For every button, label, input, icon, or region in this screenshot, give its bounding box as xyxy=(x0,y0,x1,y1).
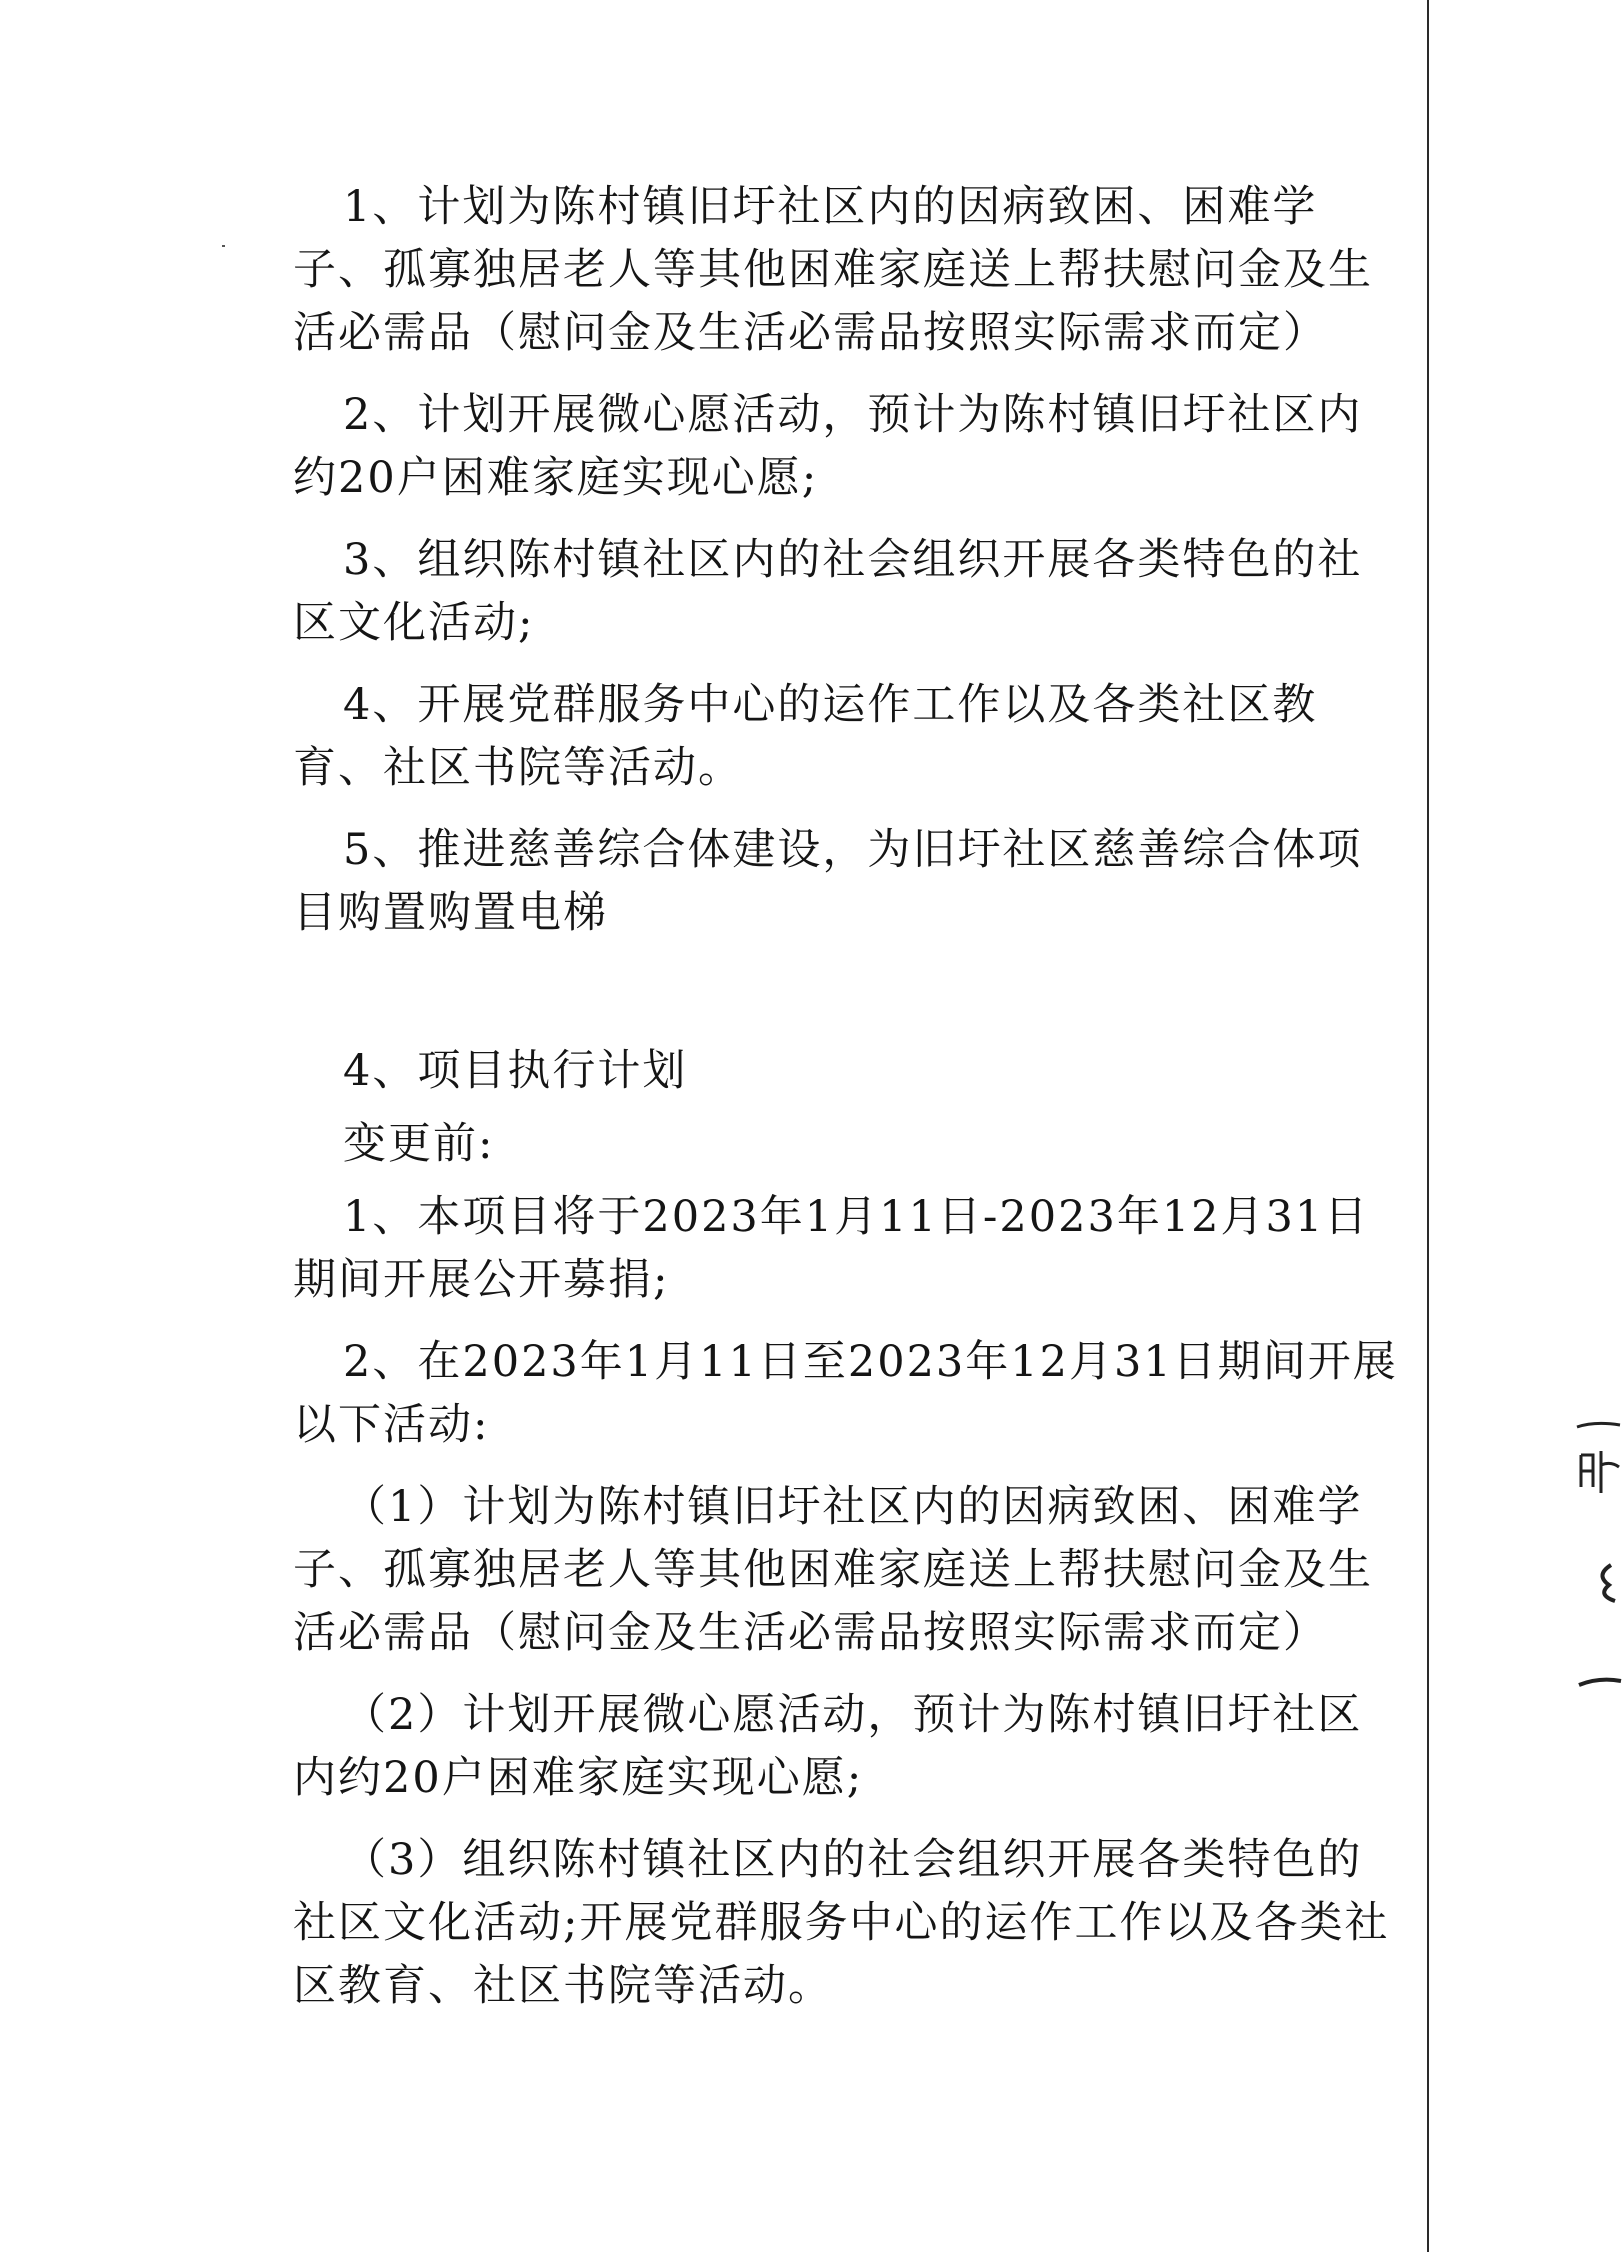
paragraph-plan-item-2: 2、计划开展微心愿活动，预计为陈村镇旧圩社区内约20户困难家庭实现心愿; xyxy=(293,390,1363,503)
paragraph-execution-2: 2、在2023年1月11日至2023年12月31日期间开展以下活动: xyxy=(293,1337,1398,1450)
paragraph-execution-1: 1、本项目将于2023年1月11日-2023年12月31日期间开展公开募捐; xyxy=(293,1192,1370,1305)
paragraph-activity-2: （2）计划开展微心愿活动，预计为陈村镇旧圩社区内约20户困难家庭实现心愿; xyxy=(293,1690,1363,1803)
document-body xyxy=(293,176,1403,2037)
section-heading: 4、项目执行计划 xyxy=(343,1046,688,1096)
paragraph-plan-item-5: 5、推进慈善综合体建设，为旧圩社区慈善综合体项目购置购置电梯 xyxy=(293,825,1363,938)
paragraph-plan-item-3: 3、组织陈村镇社区内的社会组织开展各类特色的社区文化活动; xyxy=(293,535,1363,648)
seal-fragment xyxy=(1575,1415,1622,1695)
paragraph-plan-item-1: 1、计划为陈村镇旧圩社区内的因病致困、困难学子、孤寡独居老人等其他困难家庭送上帮扶慰问金及生活必需品（慰问金及生活必需品按照实际需求而定） xyxy=(293,182,1373,358)
paragraph-plan-item-4: 4、开展党群服务中心的运作工作以及各类社区教育、社区书院等活动。 xyxy=(293,680,1318,793)
paragraph-activity-1: （1）计划为陈村镇旧圩社区内的因病致困、困难学子、孤寡独居老人等其他困难家庭送上帮扶慰问金及生活必需品（慰问金及生活必需品按照实际需求而定） xyxy=(293,1482,1373,1658)
scan-speck xyxy=(222,245,225,247)
paragraph-activity-3: （3）组织陈村镇社区内的社会组织开展各类特色的社区文化活动;开展党群服务中心的运作工作以及各类社区教育、社区书院等活动。 xyxy=(293,1835,1390,2011)
page-edge-line xyxy=(1427,0,1429,2252)
subheading-before-change: 变更前: xyxy=(343,1119,495,1169)
